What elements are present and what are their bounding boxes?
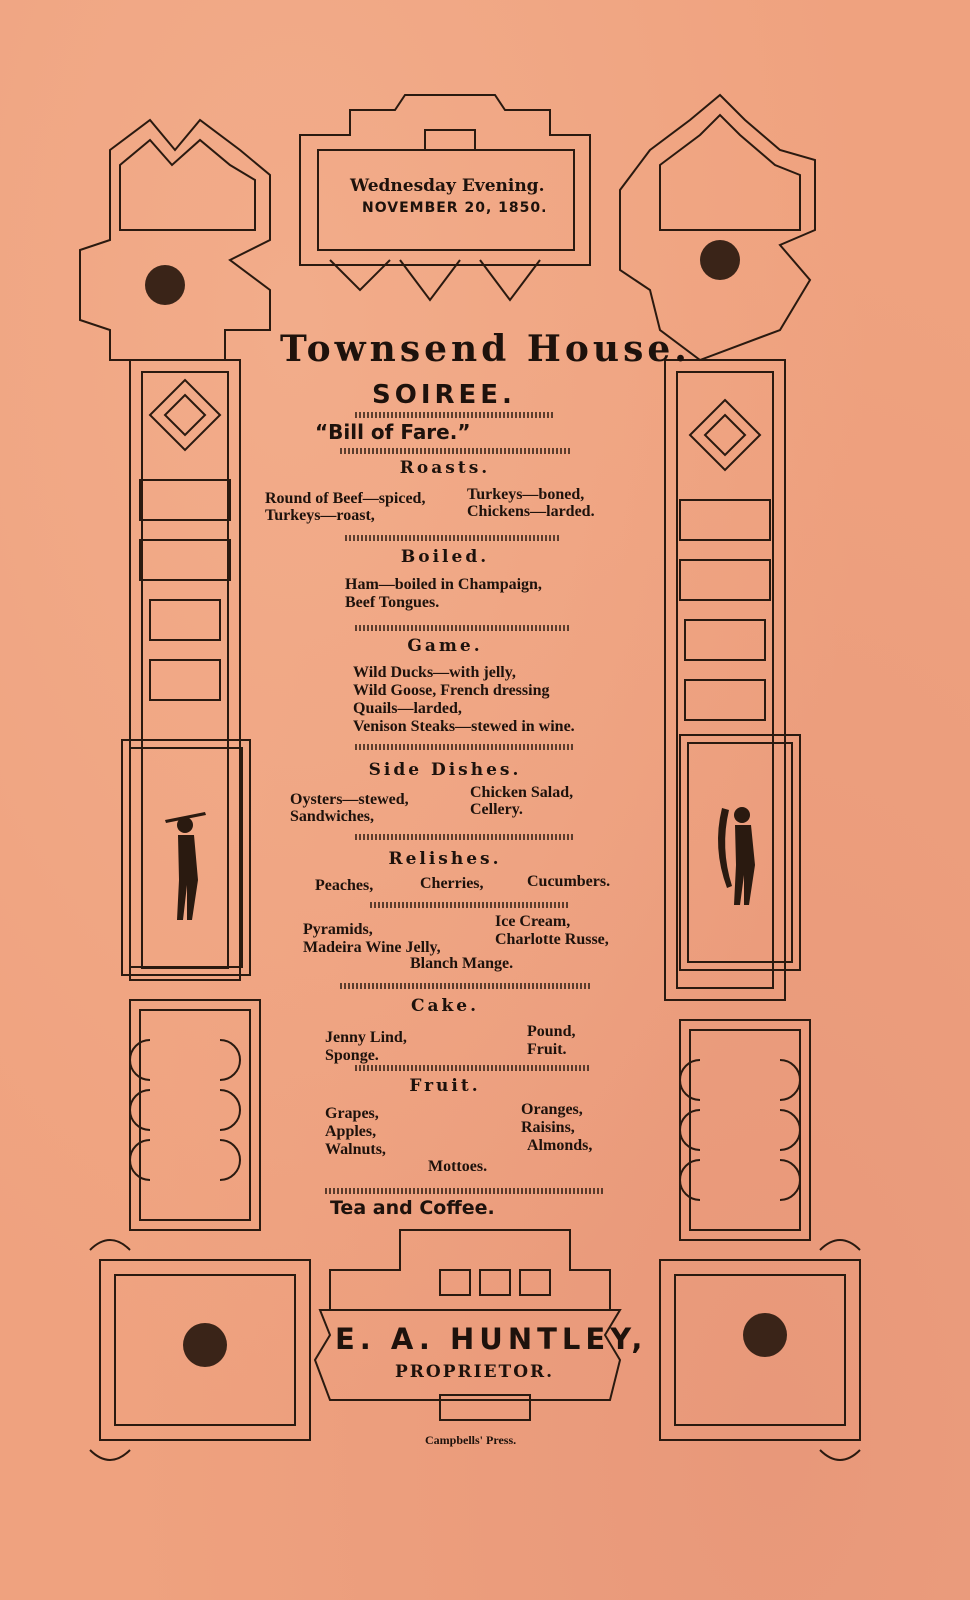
section-heading-side-dishes: Side Dishes. [368, 760, 522, 780]
menu-item: Beef Tongues. [345, 594, 440, 611]
menu-item: Wild Ducks—with jelly, [353, 664, 516, 681]
header-day: Wednesday Evening. [350, 176, 545, 196]
menu-item: Chickens—larded. [467, 503, 595, 520]
section-heading-game: Game. [407, 636, 483, 656]
menu-item: Walnuts, [325, 1141, 386, 1158]
menu-item: Sandwiches, [290, 808, 375, 825]
left-border-column [80, 120, 270, 1230]
menu-item: Pound, [527, 1023, 576, 1040]
proprietor-name: E. A. HUNTLEY, [335, 1322, 648, 1356]
section-heading-boiled: Boiled. [400, 547, 490, 567]
menu-item: Oysters—stewed, [290, 791, 409, 808]
menu-item: Ham—boiled in Champaign, [345, 576, 542, 593]
closing-line: Tea and Coffee. [330, 1197, 495, 1219]
divider [325, 1188, 605, 1194]
divider [345, 535, 560, 541]
menu-item: Cherries, [420, 875, 484, 892]
divider [355, 412, 555, 418]
medallion-icon [700, 240, 740, 280]
left-cherub-figure [165, 812, 206, 920]
menu-item: Peaches, [315, 877, 374, 894]
header-date: NOVEMBER 20, 1850. [362, 200, 548, 216]
page-title: Townsend House. [280, 328, 691, 370]
menu-item: Blanch Mange. [410, 955, 514, 972]
divider [355, 625, 570, 631]
subtitle: SOIREE. [372, 380, 516, 410]
divider [355, 834, 575, 840]
menu-item: Madeira Wine Jelly, [303, 939, 441, 956]
medallion-icon [183, 1323, 227, 1367]
menu-item: Turkeys—roast, [265, 507, 375, 524]
top-banner [300, 95, 590, 300]
menu-item: Jenny Lind, [325, 1029, 407, 1046]
menu-item: Sponge. [325, 1047, 379, 1064]
divider [340, 448, 570, 454]
medallion-icon [743, 1313, 787, 1357]
right-cherub-figure [718, 807, 755, 905]
printer-credit: Campbells' Press. [425, 1433, 517, 1447]
divider [370, 902, 570, 908]
menu-item: Wild Goose, French dressing [353, 682, 550, 699]
menu-item: Chicken Salad, [470, 784, 574, 801]
menu-item: Ice Cream, [495, 913, 571, 930]
menu-item: Turkeys—boned, [467, 486, 585, 503]
menu-item: Apples, [325, 1123, 377, 1140]
section-heading-roasts: Roasts. [399, 458, 491, 478]
section-heading-relishes: Relishes. [388, 849, 502, 869]
section-heading-cake: Cake. [410, 996, 480, 1016]
menu-item: Almonds, [527, 1137, 593, 1154]
menu-item: Venison Steaks—stewed in wine. [353, 718, 575, 735]
divider [340, 983, 590, 989]
menu-item: Mottoes. [428, 1158, 488, 1175]
menu-item: Raisins, [521, 1119, 575, 1136]
divider [355, 1065, 590, 1071]
right-border-column [620, 95, 815, 1240]
menu-item: Oranges, [521, 1101, 583, 1118]
menu-item: Grapes, [325, 1105, 379, 1122]
menu-item: Pyramids, [303, 921, 373, 938]
menu-item: Cucumbers. [527, 873, 611, 890]
menu-item: Fruit. [527, 1041, 567, 1058]
section-heading-fruit: Fruit. [409, 1076, 481, 1096]
bill-of-fare: “Bill of Fare.” [315, 420, 471, 444]
divider [355, 744, 575, 750]
menu-item: Cellery. [470, 801, 523, 818]
menu-item: Round of Beef—spiced, [265, 490, 426, 507]
menu-item: Quails—larded, [353, 700, 462, 717]
medallion-icon [145, 265, 185, 305]
proprietor-title: PROPRIETOR. [395, 1362, 555, 1382]
menu-item: Charlotte Russe, [495, 931, 609, 948]
